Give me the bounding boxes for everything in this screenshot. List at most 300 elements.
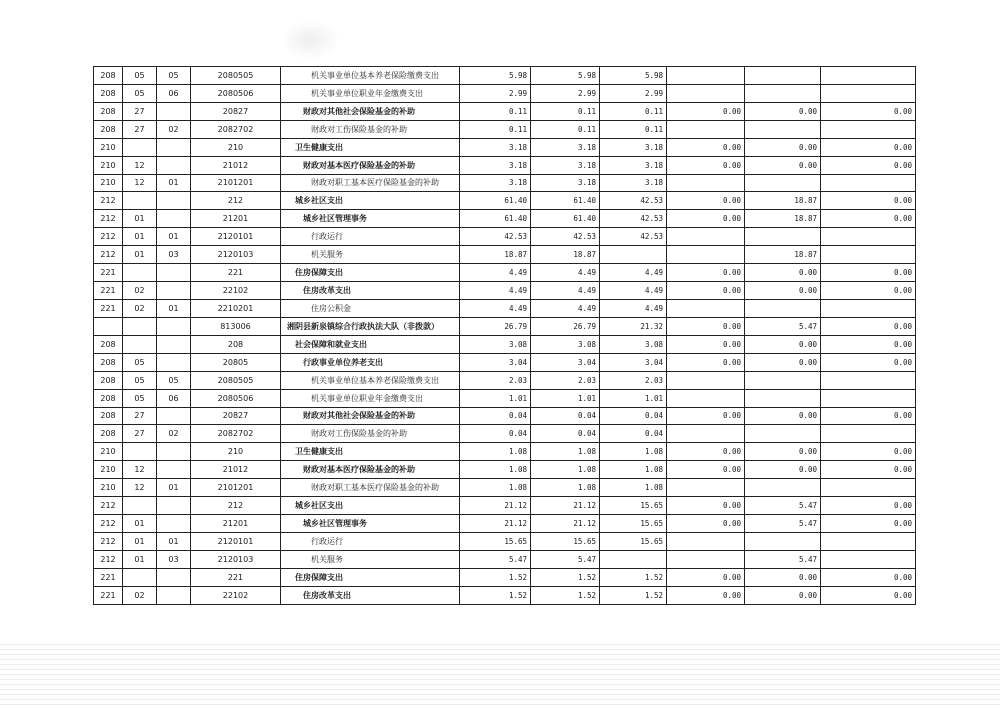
subtotal-amount-cell: 1.52 — [531, 568, 600, 586]
col-11-cell: 0.00 — [821, 102, 916, 120]
subject-name-cell: 卫生健康支出 — [281, 443, 460, 461]
item-code-cell — [157, 586, 191, 604]
table-row — [94, 120, 916, 138]
subject-name-cell: 城乡社区管理事务 — [281, 210, 460, 228]
section-code-cell: 12 — [123, 461, 157, 479]
table-row — [94, 67, 916, 85]
total-amount-cell: 61.40 — [460, 210, 531, 228]
col-9-cell — [667, 84, 745, 102]
col-11-cell: 0.00 — [821, 156, 916, 174]
col-11-cell: 0.00 — [821, 353, 916, 371]
col-11-cell — [821, 120, 916, 138]
item-code-cell — [157, 407, 191, 425]
section-code-cell: 02 — [123, 299, 157, 317]
total-amount-cell: 21.12 — [460, 515, 531, 533]
section-code-cell: 01 — [123, 515, 157, 533]
total-amount-cell: 1.01 — [460, 389, 531, 407]
subtotal-amount-cell: 1.08 — [531, 479, 600, 497]
item-code-cell — [157, 443, 191, 461]
basic-expense-cell: 0.04 — [600, 425, 667, 443]
subject-code-cell: 2080506 — [191, 84, 281, 102]
subject-name-cell: 机关服务 — [281, 246, 460, 264]
table-row — [94, 335, 916, 353]
total-amount-cell: 3.18 — [460, 138, 531, 156]
item-code-cell: 02 — [157, 425, 191, 443]
subtotal-amount-cell: 1.52 — [531, 586, 600, 604]
col-9-cell — [667, 228, 745, 246]
total-amount-cell: 15.65 — [460, 532, 531, 550]
project-expense-cell: 5.47 — [745, 497, 821, 515]
subtotal-amount-cell: 3.04 — [531, 353, 600, 371]
section-code-cell — [123, 497, 157, 515]
subject-code-cell: 2101201 — [191, 174, 281, 192]
basic-expense-cell — [600, 550, 667, 568]
total-amount-cell: 3.18 — [460, 174, 531, 192]
table-row — [94, 174, 916, 192]
project-expense-cell: 0.00 — [745, 353, 821, 371]
basic-expense-cell: 1.08 — [600, 479, 667, 497]
col-9-cell: 0.00 — [667, 192, 745, 210]
subtotal-amount-cell: 2.03 — [531, 371, 600, 389]
item-code-cell — [157, 102, 191, 120]
section-code-cell: 27 — [123, 407, 157, 425]
section-code-cell: 05 — [123, 353, 157, 371]
total-amount-cell: 1.08 — [460, 443, 531, 461]
col-9-cell: 0.00 — [667, 210, 745, 228]
col-9-cell — [667, 246, 745, 264]
project-expense-cell — [745, 532, 821, 550]
subject-code-cell: 2101201 — [191, 479, 281, 497]
subject-code-cell: 20827 — [191, 102, 281, 120]
basic-expense-cell: 15.65 — [600, 515, 667, 533]
table-row — [94, 568, 916, 586]
project-expense-cell: 18.87 — [745, 246, 821, 264]
table-row — [94, 264, 916, 282]
col-11-cell: 0.00 — [821, 317, 916, 335]
subtotal-amount-cell: 0.11 — [531, 120, 600, 138]
col-9-cell — [667, 371, 745, 389]
total-amount-cell: 26.79 — [460, 317, 531, 335]
project-expense-cell: 0.00 — [745, 156, 821, 174]
class-code-cell: 208 — [94, 120, 123, 138]
section-code-cell — [123, 443, 157, 461]
section-code-cell: 05 — [123, 67, 157, 85]
item-code-cell: 01 — [157, 532, 191, 550]
subject-name-cell: 社会保障和就业支出 — [281, 335, 460, 353]
class-code-cell: 221 — [94, 264, 123, 282]
section-code-cell: 12 — [123, 174, 157, 192]
col-11-cell — [821, 228, 916, 246]
col-11-cell — [821, 550, 916, 568]
basic-expense-cell: 5.98 — [600, 67, 667, 85]
basic-expense-cell: 15.65 — [600, 497, 667, 515]
table-row — [94, 515, 916, 533]
subtotal-amount-cell: 4.49 — [531, 282, 600, 300]
col-11-cell: 0.00 — [821, 264, 916, 282]
col-11-cell: 0.00 — [821, 282, 916, 300]
class-code-cell: 212 — [94, 497, 123, 515]
col-9-cell: 0.00 — [667, 156, 745, 174]
col-9-cell — [667, 550, 745, 568]
subtotal-amount-cell: 42.53 — [531, 228, 600, 246]
section-code-cell: 12 — [123, 156, 157, 174]
class-code-cell: 208 — [94, 102, 123, 120]
item-code-cell — [157, 335, 191, 353]
table-row — [94, 461, 916, 479]
project-expense-cell — [745, 371, 821, 389]
item-code-cell — [157, 264, 191, 282]
subject-name-cell: 住房改革支出 — [281, 282, 460, 300]
subtotal-amount-cell: 0.11 — [531, 102, 600, 120]
basic-expense-cell: 42.53 — [600, 228, 667, 246]
table-row — [94, 586, 916, 604]
subtotal-amount-cell: 0.04 — [531, 425, 600, 443]
col-11-cell: 0.00 — [821, 586, 916, 604]
total-amount-cell: 61.40 — [460, 192, 531, 210]
subject-code-cell: 813006 — [191, 317, 281, 335]
subject-name-cell: 行政运行 — [281, 228, 460, 246]
subtotal-amount-cell: 3.18 — [531, 156, 600, 174]
item-code-cell: 05 — [157, 371, 191, 389]
subject-name-cell: 财政对基本医疗保险基金的补助 — [281, 461, 460, 479]
basic-expense-cell: 0.11 — [600, 120, 667, 138]
subject-code-cell: 2120101 — [191, 228, 281, 246]
class-code-cell: 208 — [94, 389, 123, 407]
total-amount-cell: 0.04 — [460, 407, 531, 425]
table-row — [94, 317, 916, 335]
class-code-cell: 208 — [94, 407, 123, 425]
total-amount-cell: 3.04 — [460, 353, 531, 371]
total-amount-cell: 5.98 — [460, 67, 531, 85]
section-code-cell: 05 — [123, 371, 157, 389]
subject-code-cell: 210 — [191, 138, 281, 156]
subtotal-amount-cell: 0.04 — [531, 407, 600, 425]
item-code-cell — [157, 353, 191, 371]
col-9-cell: 0.00 — [667, 138, 745, 156]
table-row — [94, 138, 916, 156]
basic-expense-cell: 3.18 — [600, 156, 667, 174]
project-expense-cell — [745, 299, 821, 317]
total-amount-cell: 1.08 — [460, 461, 531, 479]
table-row — [94, 532, 916, 550]
subject-name-cell: 财政对职工基本医疗保险基金的补助 — [281, 479, 460, 497]
class-code-cell: 208 — [94, 84, 123, 102]
table-row — [94, 246, 916, 264]
project-expense-cell: 0.00 — [745, 443, 821, 461]
class-code-cell: 212 — [94, 210, 123, 228]
subject-name-cell: 城乡社区支出 — [281, 497, 460, 515]
class-code-cell: 210 — [94, 479, 123, 497]
col-9-cell — [667, 67, 745, 85]
total-amount-cell: 4.49 — [460, 264, 531, 282]
total-amount-cell: 42.53 — [460, 228, 531, 246]
item-code-cell — [157, 156, 191, 174]
col-9-cell — [667, 532, 745, 550]
project-expense-cell: 18.87 — [745, 210, 821, 228]
col-9-cell: 0.00 — [667, 264, 745, 282]
table-row — [94, 102, 916, 120]
class-code-cell: 208 — [94, 425, 123, 443]
section-code-cell: 01 — [123, 550, 157, 568]
col-9-cell: 0.00 — [667, 586, 745, 604]
subject-name-cell: 机关事业单位基本养老保险缴费支出 — [281, 67, 460, 85]
subtotal-amount-cell: 1.08 — [531, 443, 600, 461]
project-expense-cell — [745, 389, 821, 407]
basic-expense-cell: 42.53 — [600, 192, 667, 210]
col-9-cell — [667, 120, 745, 138]
basic-expense-cell: 1.08 — [600, 461, 667, 479]
budget-table — [93, 66, 916, 605]
project-expense-cell: 5.47 — [745, 317, 821, 335]
subject-code-cell: 2080505 — [191, 67, 281, 85]
item-code-cell: 06 — [157, 84, 191, 102]
subtotal-amount-cell: 61.40 — [531, 210, 600, 228]
project-expense-cell: 5.47 — [745, 550, 821, 568]
subject-name-cell: 机关服务 — [281, 550, 460, 568]
project-expense-cell — [745, 228, 821, 246]
project-expense-cell: 0.00 — [745, 586, 821, 604]
section-code-cell — [123, 335, 157, 353]
subtotal-amount-cell: 5.47 — [531, 550, 600, 568]
subtotal-amount-cell: 21.12 — [531, 515, 600, 533]
basic-expense-cell: 3.18 — [600, 174, 667, 192]
subject-code-cell: 20827 — [191, 407, 281, 425]
subject-name-cell: 财政对其他社会保险基金的补助 — [281, 102, 460, 120]
section-code-cell: 05 — [123, 84, 157, 102]
table-row — [94, 497, 916, 515]
section-code-cell — [123, 264, 157, 282]
subject-code-cell: 22102 — [191, 586, 281, 604]
class-code-cell: 221 — [94, 282, 123, 300]
item-code-cell — [157, 515, 191, 533]
table-row — [94, 84, 916, 102]
section-code-cell: 02 — [123, 282, 157, 300]
col-11-cell — [821, 299, 916, 317]
subtotal-amount-cell: 21.12 — [531, 497, 600, 515]
col-9-cell: 0.00 — [667, 407, 745, 425]
item-code-cell: 01 — [157, 174, 191, 192]
project-expense-cell: 0.00 — [745, 138, 821, 156]
total-amount-cell: 2.03 — [460, 371, 531, 389]
subject-code-cell: 221 — [191, 264, 281, 282]
item-code-cell — [157, 497, 191, 515]
col-11-cell — [821, 425, 916, 443]
subject-code-cell: 22102 — [191, 282, 281, 300]
subject-name-cell: 住房公积金 — [281, 299, 460, 317]
class-code-cell: 208 — [94, 371, 123, 389]
project-expense-cell — [745, 120, 821, 138]
subject-name-cell: 财政对基本医疗保险基金的补助 — [281, 156, 460, 174]
basic-expense-cell: 1.52 — [600, 586, 667, 604]
item-code-cell: 01 — [157, 479, 191, 497]
col-9-cell: 0.00 — [667, 317, 745, 335]
col-9-cell — [667, 425, 745, 443]
subject-code-cell: 221 — [191, 568, 281, 586]
project-expense-cell — [745, 67, 821, 85]
table-row — [94, 210, 916, 228]
basic-expense-cell: 3.08 — [600, 335, 667, 353]
section-code-cell: 27 — [123, 102, 157, 120]
table-row — [94, 479, 916, 497]
class-code-cell: 212 — [94, 515, 123, 533]
basic-expense-cell: 4.49 — [600, 264, 667, 282]
subtotal-amount-cell: 5.98 — [531, 67, 600, 85]
class-code-cell: 210 — [94, 443, 123, 461]
subject-code-cell: 2080506 — [191, 389, 281, 407]
project-expense-cell — [745, 425, 821, 443]
basic-expense-cell — [600, 246, 667, 264]
subject-code-cell: 21012 — [191, 156, 281, 174]
col-11-cell — [821, 479, 916, 497]
col-9-cell: 0.00 — [667, 102, 745, 120]
budget-table-body — [94, 67, 916, 605]
total-amount-cell: 3.08 — [460, 335, 531, 353]
subject-name-cell: 机关事业单位基本养老保险缴费支出 — [281, 371, 460, 389]
section-code-cell — [123, 192, 157, 210]
col-11-cell: 0.00 — [821, 461, 916, 479]
item-code-cell: 01 — [157, 299, 191, 317]
basic-expense-cell: 2.03 — [600, 371, 667, 389]
subject-name-cell: 财政对职工基本医疗保险基金的补助 — [281, 174, 460, 192]
table-row — [94, 353, 916, 371]
item-code-cell: 03 — [157, 550, 191, 568]
section-code-cell: 05 — [123, 389, 157, 407]
col-11-cell — [821, 174, 916, 192]
col-9-cell: 0.00 — [667, 568, 745, 586]
table-row — [94, 389, 916, 407]
total-amount-cell: 4.49 — [460, 282, 531, 300]
col-9-cell — [667, 389, 745, 407]
basic-expense-cell: 1.52 — [600, 568, 667, 586]
subject-name-cell: 行政事业单位养老支出 — [281, 353, 460, 371]
item-code-cell — [157, 210, 191, 228]
project-expense-cell: 0.00 — [745, 407, 821, 425]
total-amount-cell: 1.52 — [460, 586, 531, 604]
table-row — [94, 443, 916, 461]
col-11-cell: 0.00 — [821, 407, 916, 425]
class-code-cell: 208 — [94, 335, 123, 353]
subject-name-cell: 住房保障支出 — [281, 568, 460, 586]
class-code-cell: 210 — [94, 174, 123, 192]
class-code-cell: 221 — [94, 568, 123, 586]
basic-expense-cell: 1.08 — [600, 443, 667, 461]
item-code-cell — [157, 317, 191, 335]
basic-expense-cell: 0.11 — [600, 102, 667, 120]
subject-name-cell: 卫生健康支出 — [281, 138, 460, 156]
class-code-cell: 212 — [94, 192, 123, 210]
basic-expense-cell: 15.65 — [600, 532, 667, 550]
section-code-cell: 01 — [123, 228, 157, 246]
subject-code-cell: 20805 — [191, 353, 281, 371]
col-11-cell: 0.00 — [821, 335, 916, 353]
table-row — [94, 156, 916, 174]
col-11-cell — [821, 532, 916, 550]
subtotal-amount-cell: 1.01 — [531, 389, 600, 407]
col-9-cell: 0.00 — [667, 353, 745, 371]
basic-expense-cell: 21.32 — [600, 317, 667, 335]
project-expense-cell — [745, 84, 821, 102]
section-code-cell — [123, 568, 157, 586]
class-code-cell: 210 — [94, 461, 123, 479]
project-expense-cell: 0.00 — [745, 282, 821, 300]
class-code-cell: 212 — [94, 532, 123, 550]
subtotal-amount-cell: 15.65 — [531, 532, 600, 550]
subject-name-cell: 财政对工伤保险基金的补助 — [281, 120, 460, 138]
table-row — [94, 425, 916, 443]
total-amount-cell: 4.49 — [460, 299, 531, 317]
col-11-cell: 0.00 — [821, 568, 916, 586]
subtotal-amount-cell: 1.08 — [531, 461, 600, 479]
basic-expense-cell: 4.49 — [600, 299, 667, 317]
subtotal-amount-cell: 4.49 — [531, 299, 600, 317]
subject-name-cell: 住房改革支出 — [281, 586, 460, 604]
col-11-cell — [821, 84, 916, 102]
section-code-cell: 27 — [123, 120, 157, 138]
total-amount-cell: 0.04 — [460, 425, 531, 443]
basic-expense-cell: 2.99 — [600, 84, 667, 102]
class-code-cell: 208 — [94, 353, 123, 371]
scan-artifact-lines — [0, 640, 1000, 708]
class-code-cell: 210 — [94, 156, 123, 174]
subject-name-cell: 住房保障支出 — [281, 264, 460, 282]
col-9-cell — [667, 479, 745, 497]
table-row — [94, 192, 916, 210]
subject-name-cell: 机关事业单位职业年金缴费支出 — [281, 84, 460, 102]
subject-code-cell: 212 — [191, 497, 281, 515]
subject-name-cell: 机关事业单位职业年金缴费支出 — [281, 389, 460, 407]
col-11-cell — [821, 371, 916, 389]
project-expense-cell — [745, 479, 821, 497]
item-code-cell: 01 — [157, 228, 191, 246]
section-code-cell: 27 — [123, 425, 157, 443]
subject-code-cell: 212 — [191, 192, 281, 210]
subject-code-cell: 21201 — [191, 515, 281, 533]
col-9-cell — [667, 174, 745, 192]
section-code-cell: 01 — [123, 210, 157, 228]
item-code-cell — [157, 461, 191, 479]
subtotal-amount-cell: 2.99 — [531, 84, 600, 102]
item-code-cell: 03 — [157, 246, 191, 264]
subtotal-amount-cell: 18.87 — [531, 246, 600, 264]
subject-name-cell: 行政运行 — [281, 532, 460, 550]
item-code-cell: 02 — [157, 120, 191, 138]
subject-code-cell: 208 — [191, 335, 281, 353]
class-code-cell: 208 — [94, 67, 123, 85]
table-row — [94, 550, 916, 568]
project-expense-cell: 0.00 — [745, 264, 821, 282]
total-amount-cell: 0.11 — [460, 102, 531, 120]
section-code-cell: 01 — [123, 246, 157, 264]
subject-code-cell: 21201 — [191, 210, 281, 228]
col-9-cell: 0.00 — [667, 497, 745, 515]
col-11-cell — [821, 389, 916, 407]
col-11-cell: 0.00 — [821, 210, 916, 228]
subject-code-cell: 2120101 — [191, 532, 281, 550]
project-expense-cell: 0.00 — [745, 102, 821, 120]
total-amount-cell: 18.87 — [460, 246, 531, 264]
project-expense-cell: 0.00 — [745, 568, 821, 586]
subject-name-cell: 湘阴县新泉镇综合行政执法大队（非拨款） — [281, 317, 460, 335]
col-9-cell: 0.00 — [667, 335, 745, 353]
table-row — [94, 282, 916, 300]
section-code-cell: 01 — [123, 532, 157, 550]
col-11-cell: 0.00 — [821, 443, 916, 461]
col-11-cell — [821, 67, 916, 85]
table-row — [94, 299, 916, 317]
total-amount-cell: 1.52 — [460, 568, 531, 586]
subtotal-amount-cell: 3.18 — [531, 138, 600, 156]
project-expense-cell: 18.87 — [745, 192, 821, 210]
